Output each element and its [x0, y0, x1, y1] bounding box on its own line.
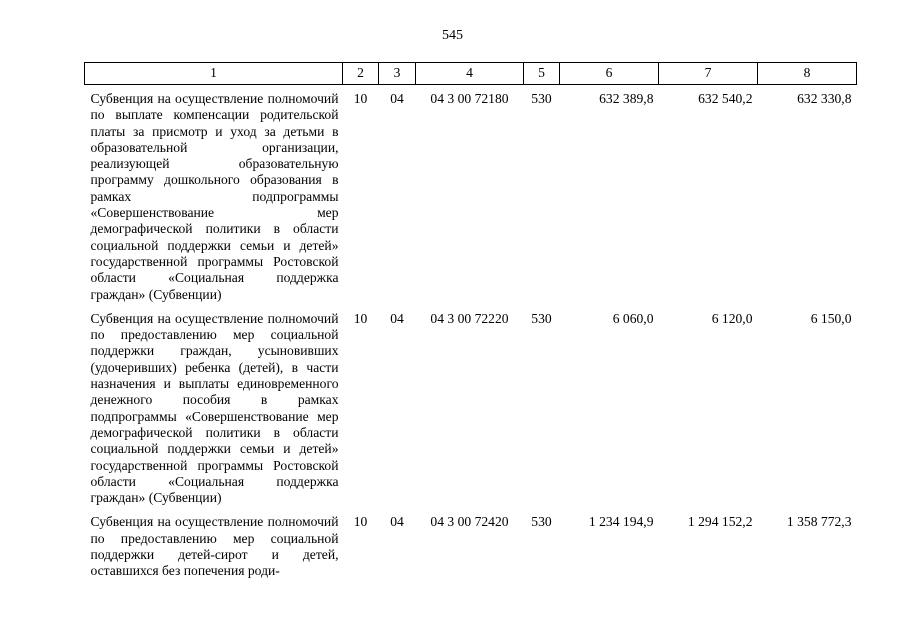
row-subsection: 04	[390, 91, 404, 106]
row-target-article: 04 3 00 72220	[430, 310, 509, 326]
header-col-8: 8	[758, 63, 857, 85]
row-amount-col6: 6 060,0	[612, 310, 654, 326]
row-target-article: 04 3 00 72180	[430, 91, 509, 106]
row-section: 10	[353, 310, 368, 326]
table-row	[85, 508, 857, 581]
row-subsection: 04	[390, 310, 404, 326]
table-row	[85, 85, 857, 305]
row-amount-col8: 1 358 772,3	[786, 514, 852, 530]
row-amount-col7: 1 294 152,2	[687, 514, 753, 530]
row-amount-col7: 632 540,2	[698, 91, 753, 106]
header-col-6: 6	[560, 63, 659, 85]
table-row	[85, 305, 857, 509]
header-col-5: 5	[524, 63, 560, 85]
row-target-article: 04 3 00 72420	[430, 514, 509, 530]
table-header-row	[85, 63, 857, 85]
header-col-2: 2	[343, 63, 379, 85]
row-description: Субвенция на осуществление полномочий по предоставлению мер социальной поддержки граждан, усыновивших (удочеривших) ребенка (детей), в части назначения и выплаты единовременного денежного пособия в рамках подпрограммы «Совершенствование мер демографической политики в области социальной поддержки семьи и детей» государственной программы Ростовской области «Социальная поддержка граждан» (Субвенции)	[90, 310, 339, 506]
row-expense-type: 530	[531, 310, 552, 326]
header-col-7: 7	[659, 63, 758, 85]
row-amount-col7: 6 120,0	[711, 310, 753, 326]
row-amount-col6: 632 389,8	[599, 91, 654, 106]
header-col-4: 4	[416, 63, 524, 85]
header-col-1: 1	[85, 63, 343, 85]
row-amount-col8: 6 150,0	[810, 310, 852, 326]
row-subsection: 04	[390, 514, 404, 530]
budget-table	[84, 62, 857, 582]
row-expense-type: 530	[531, 91, 552, 106]
row-section: 10	[353, 91, 368, 106]
row-amount-col6: 1 234 194,9	[588, 514, 654, 530]
header-col-3: 3	[379, 63, 416, 85]
row-section: 10	[353, 514, 368, 530]
page-number: 545	[442, 28, 463, 43]
row-description: Субвенция на осуществление полномочий по предоставлению мер социальной поддержки детей-сирот и детей, оставшихся без попечения роди-	[90, 514, 339, 579]
row-amount-col8: 632 330,8	[797, 91, 852, 106]
row-description: Субвенция на осуществление полномочий по выплате компенсации родительской платы за присмотр и уход за детьми в образовательной организации, реализующей образовательную программу дошкольного образования в рамках подпрограммы «Совершенствование мер демографической политики в области социальной поддержки семьи и детей» государственной программы Ростовской области «Социальная поддержка граждан» (Субвенции)	[90, 91, 339, 302]
row-expense-type: 530	[531, 514, 552, 530]
